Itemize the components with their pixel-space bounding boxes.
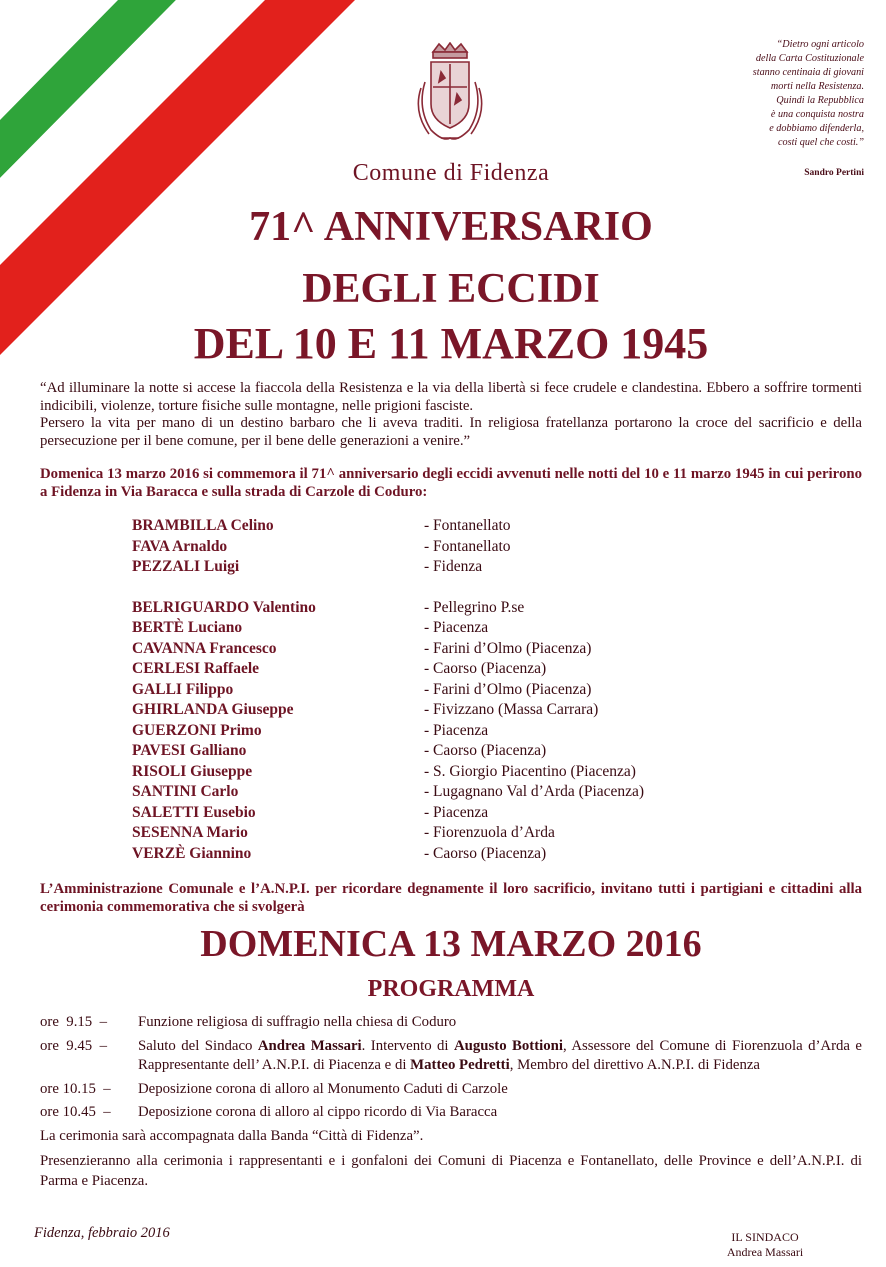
victim-row [132,782,752,803]
victim-place: - Farini d’Olmo (Piacenza) [424,639,592,657]
victim-row [132,639,752,660]
list-gap [132,578,752,598]
title-line-3: DEL 10 E 11 MARZO 1945 [193,319,709,368]
victim-row [132,537,752,558]
program-text: Deposizione corona di alloro al cippo ricordo di Via Baracca [138,1104,498,1120]
program-text-post: , Membro del direttivo A.N.P.I. di Fidenza [509,1057,761,1073]
victim-row [132,762,752,783]
victim-name: GUERZONI Primo [132,721,262,739]
comune-heading: Comune di Fidenza [352,160,550,186]
victim-row [132,823,752,844]
program-time: ore 10.45 – [40,1104,111,1120]
victims-list [132,516,752,864]
victim-row [132,680,752,701]
victim-place: - Fivizzano (Massa Carrara) [424,701,599,718]
program-text: Deposizione corona di alloro al Monumento Caduti di Carzole [138,1080,508,1097]
victim-row [132,844,752,865]
victim-name: FAVA Arnaldo [132,537,228,555]
victim-row [132,721,752,742]
victim-name: SESENNA Mario [132,824,248,841]
program-item [40,1037,862,1076]
victim-name: SANTINI Carlo [132,783,239,800]
victim-name: VERZÈ Giannino [132,844,252,862]
victim-place: - Caorso (Piacenza) [424,742,547,759]
quote-line: stanno centinaia di giovani [752,67,864,78]
quote-line: morti nella Resistenza. [770,81,864,92]
victim-place: - Caorso (Piacenza) [424,660,547,677]
attendance-text: Presenzieranno alla cerimonia i rappresentanti e i gonfaloni dei Comuni di Piacenza e Fontanellato, delle Province e dell’A.N.P.I. di Parma e Piacenza. [40,1153,862,1189]
commemoration-text: Domenica 13 marzo 2016 si commemora il 71^ anniversario degli eccidi avvenuti nelle notti del 10 e 11 marzo 1945 in cui perirono a Fidenza in Via Baracca e sulla strada di Carzole di Coduro: [40,466,862,500]
event-date-heading: DOMENICA 13 MARZO 2016 [200,923,702,965]
program-item [40,1013,862,1033]
program-text: Funzione religiosa di suffragio nella chiesa di Coduro [138,1014,457,1030]
intro-text [40,380,862,450]
programma-heading: PROGRAMMA [367,976,535,1002]
program-text-pre: Saluto del Sindaco [138,1037,258,1054]
program-list [40,1013,862,1191]
victim-row [132,618,752,639]
mayor-role: IL SINDACO [731,1230,799,1244]
program-item [40,1080,862,1100]
program-time: ore 10.15 – [40,1080,111,1097]
victim-place: - Fiorenzuola d’Arda [424,824,555,841]
victim-name: RISOLI Giuseppe [132,762,253,780]
victim-place: - S. Giorgio Piacentino (Piacenza) [424,762,636,780]
victim-row [132,516,752,537]
victim-name: CAVANNA Francesco [132,639,277,657]
program-time: ore 9.45 – [40,1037,107,1054]
victim-name: GHIRLANDA Giuseppe [132,701,294,718]
quote-line: e dobbiamo difenderla, [769,123,864,134]
pertini-quote [700,38,864,150]
victim-row [132,803,752,824]
place-date: Fidenza, febbraio 2016 [34,1225,170,1241]
mayor-name: Andrea Massari [726,1245,804,1259]
victim-row [132,741,752,762]
quote-author: Sandro Pertini [804,168,864,178]
victim-place: - Fidenza [424,558,483,575]
victim-place: - Piacenza [424,619,489,636]
victim-name: BELRIGUARDO Valentino [132,598,316,616]
victim-row [132,700,752,721]
victim-name: PAVESI Galliano [132,742,247,759]
victim-place: - Lugagnano Val d’Arda (Piacenza) [424,783,645,800]
victim-name: CERLESI Raffaele [132,660,260,677]
victim-place: - Farini d’Olmo (Piacenza) [424,680,592,698]
victim-place: - Pellegrino P.se [424,598,525,616]
quote-line: della Carta Costituzionale [755,53,864,64]
coat-of-arms-icon [411,42,489,148]
program-name-pedretti: Matteo Pedretti [410,1057,510,1073]
program-text-mid2: , Assessore del Comune di Fiorenzuola d’Arda e Rappresentante dell’ A.N.P.I. di Piacenza e di [138,1037,862,1073]
quote-line: costi quel che costi.” [777,137,864,148]
intro-paragraph-2: Persero la vita per mano di un destino barbaro che li aveva traditi. In religiosa fratellanza portarono la croce del sacrificio e della persecuzione per il bene comune, per il bene delle generazioni a venire.” [40,415,862,449]
title-line-2: DEGLI ECCIDI [302,266,600,312]
quote-line: “Dietro ogni articolo [776,39,864,50]
victim-name: PEZZALI Luigi [132,558,240,575]
program-name-bottioni: Augusto Bottioni [453,1037,564,1054]
victim-place: - Fontanellato [424,537,511,555]
title-line-1: 71^ ANNIVERSARIO [249,204,653,250]
victim-row [132,598,752,619]
victim-place: - Piacenza [424,721,489,739]
intro-paragraph-1: “Ad illuminare la notte si accese la fiaccola della Resistenza e la via della libertà si fece crudele e clandestina. Ebbero a soffrire tormenti indicibili, violenze, torture fisiche sulle montagne, nelle prigioni fasciste. [40,380,862,414]
quote-line: è una conquista nostra [770,109,864,120]
program-name-massari: Andrea Massari [257,1037,362,1054]
victim-row [132,557,752,578]
program-time: ore 9.15 – [40,1014,107,1030]
victim-row [132,659,752,680]
victim-name: BRAMBILLA Celino [132,517,274,534]
signature-block [700,1230,830,1260]
victim-place: - Piacenza [424,803,489,821]
program-item [40,1103,862,1123]
quote-line: Quindi la Repubblica [776,95,864,106]
victim-place: - Caorso (Piacenza) [424,844,547,862]
victim-name: SALETTI Eusebio [132,803,256,821]
victim-name: GALLI Filippo [132,680,234,698]
band-text: La cerimonia sarà accompagnata dalla Banda “Città di Fidenza”. [40,1127,424,1144]
victim-place: - Fontanellato [424,517,511,534]
victim-name: BERTÈ Luciano [132,619,243,636]
program-text-mid1: . Intervento di [361,1037,454,1054]
invitation-text: L’Amministrazione Comunale e l’A.N.P.I. per ricordare degnamente il loro sacrificio, invitano tutti i partigiani e cittadini alla cerimonia commemorativa che si svolgerà [40,881,862,915]
